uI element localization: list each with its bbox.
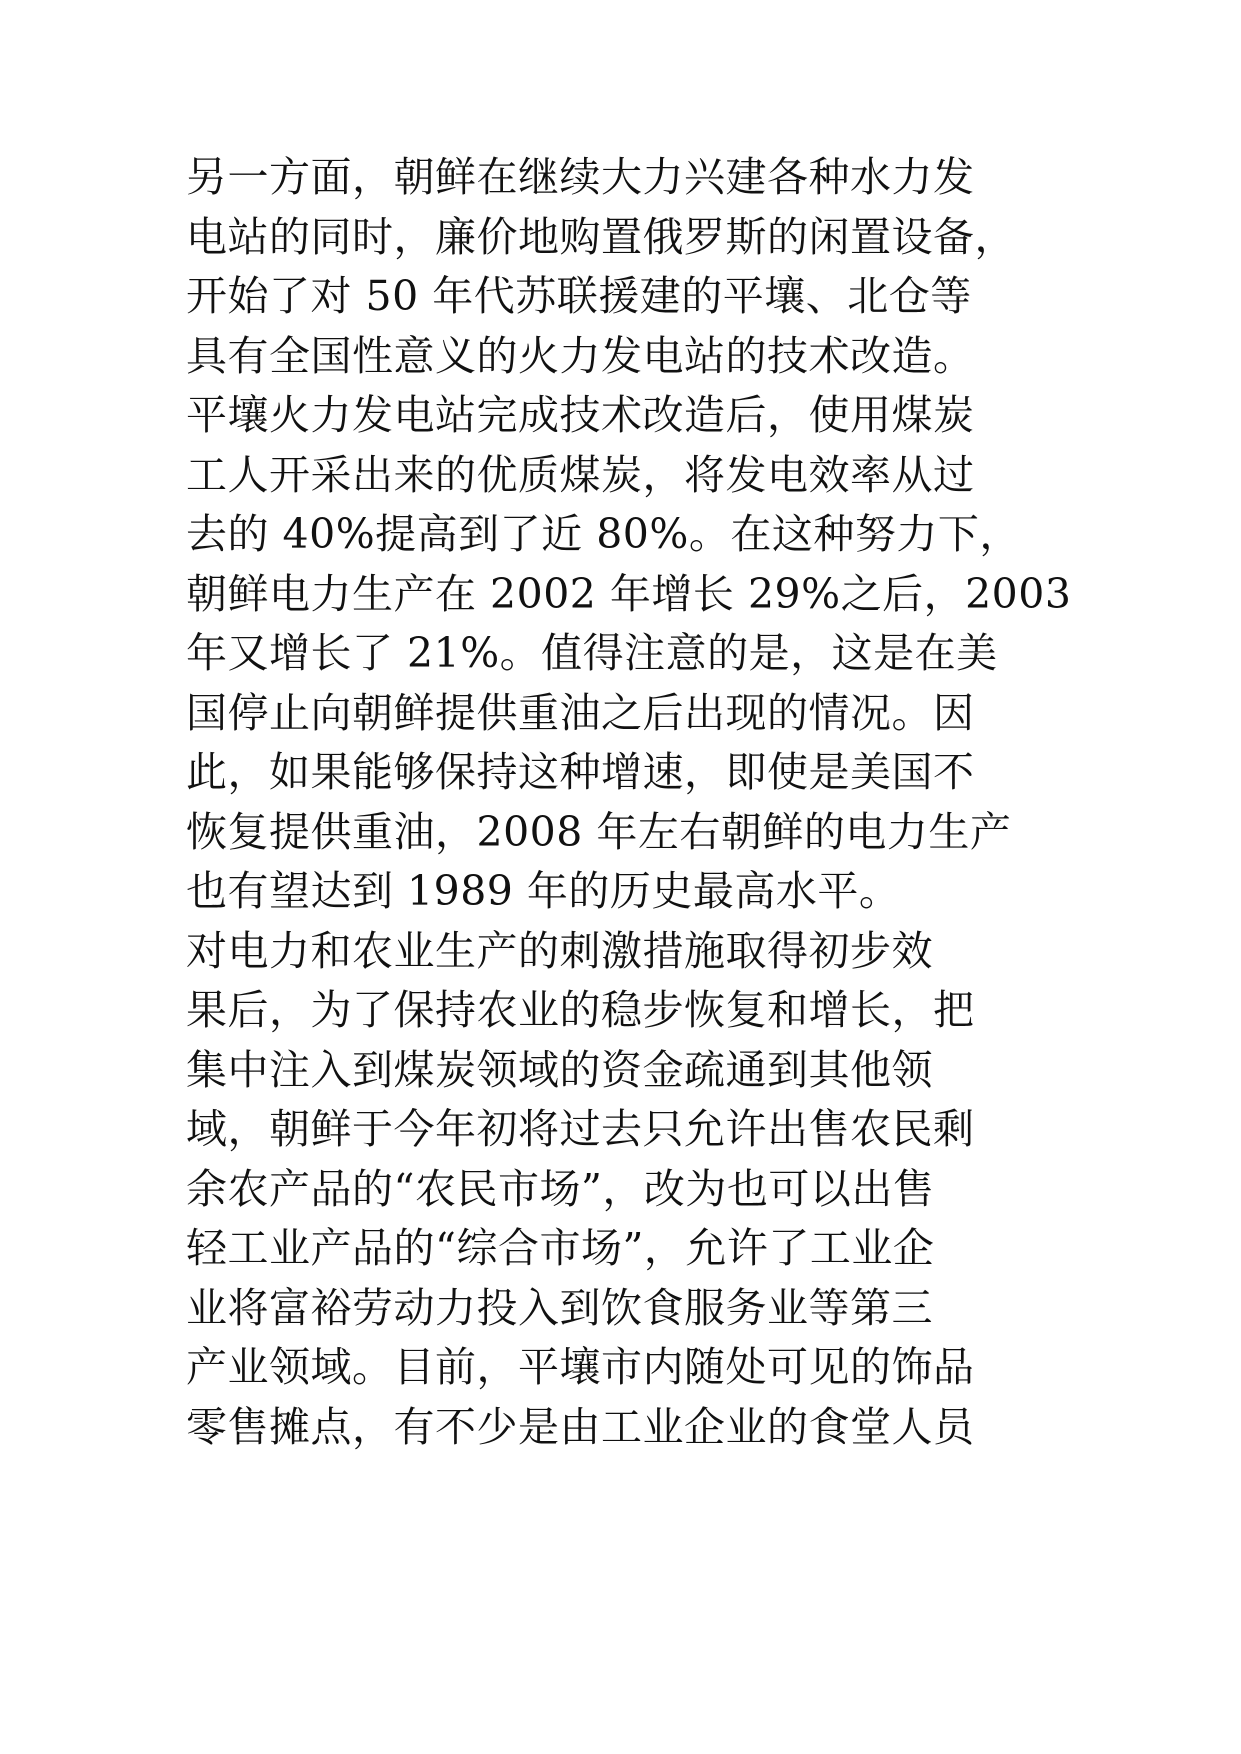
text-line: 也有望达到 1989 年的历史最高水平。	[186, 867, 901, 915]
text-line: 平壤火力发电站完成技术改造后，使用煤炭	[186, 391, 975, 439]
text-line: 业将富裕劳动力投入到饮食服务业等第三	[186, 1283, 933, 1332]
text-line: 电站的同时，廉价地购置俄罗斯的闲置设备，	[186, 212, 1016, 261]
text-line: 零售摊点，有不少是由工业企业的食堂人员	[186, 1402, 975, 1451]
text-line: 另一方面，朝鲜在继续大力兴建各种水力发	[186, 153, 975, 201]
text-line: 此，如果能够保持这种增速，即使是美国不	[186, 748, 975, 796]
body-text	[186, 148, 1086, 1457]
text-line: 国停止向朝鲜提供重油之后出现的情况。因	[186, 688, 975, 737]
text-line: 年又增长了 21%。值得注意的是，这是在美	[186, 629, 998, 677]
text-line: 恢复提供重油，2008 年左右朝鲜的电力生产	[186, 807, 1012, 856]
text-line: 余农产品的“农民市场”，改为也可以出售	[186, 1164, 935, 1213]
text-line: 开始了对 50 年代苏联援建的平壤、北仓等	[186, 272, 972, 320]
text-line: 工人开采出来的优质煤炭，将发电效率从过	[186, 450, 975, 499]
text-line: 去的 40%提高到了近 80%。在这种努力下，	[186, 510, 1021, 558]
text-line: 集中注入到煤炭领域的资金疏通到其他领	[186, 1045, 933, 1094]
text-line: 具有全国性意义的火力发电站的技术改造。	[186, 331, 975, 380]
text-line: 对电力和农业生产的刺激措施取得初步效	[186, 926, 933, 975]
text-line: 轻工业产品的“综合市场”，允许了工业企	[186, 1224, 935, 1272]
text-line: 产业领域。目前，平壤市内随处可见的饰品	[186, 1343, 975, 1391]
text-line: 朝鲜电力生产在 2002 年增长 29%之后，2003	[186, 569, 1072, 618]
text-line: 果后，为了保持农业的稳步恢复和增长，把	[186, 986, 975, 1034]
text-line: 域，朝鲜于今年初将过去只允许出售农民剩	[186, 1105, 975, 1153]
